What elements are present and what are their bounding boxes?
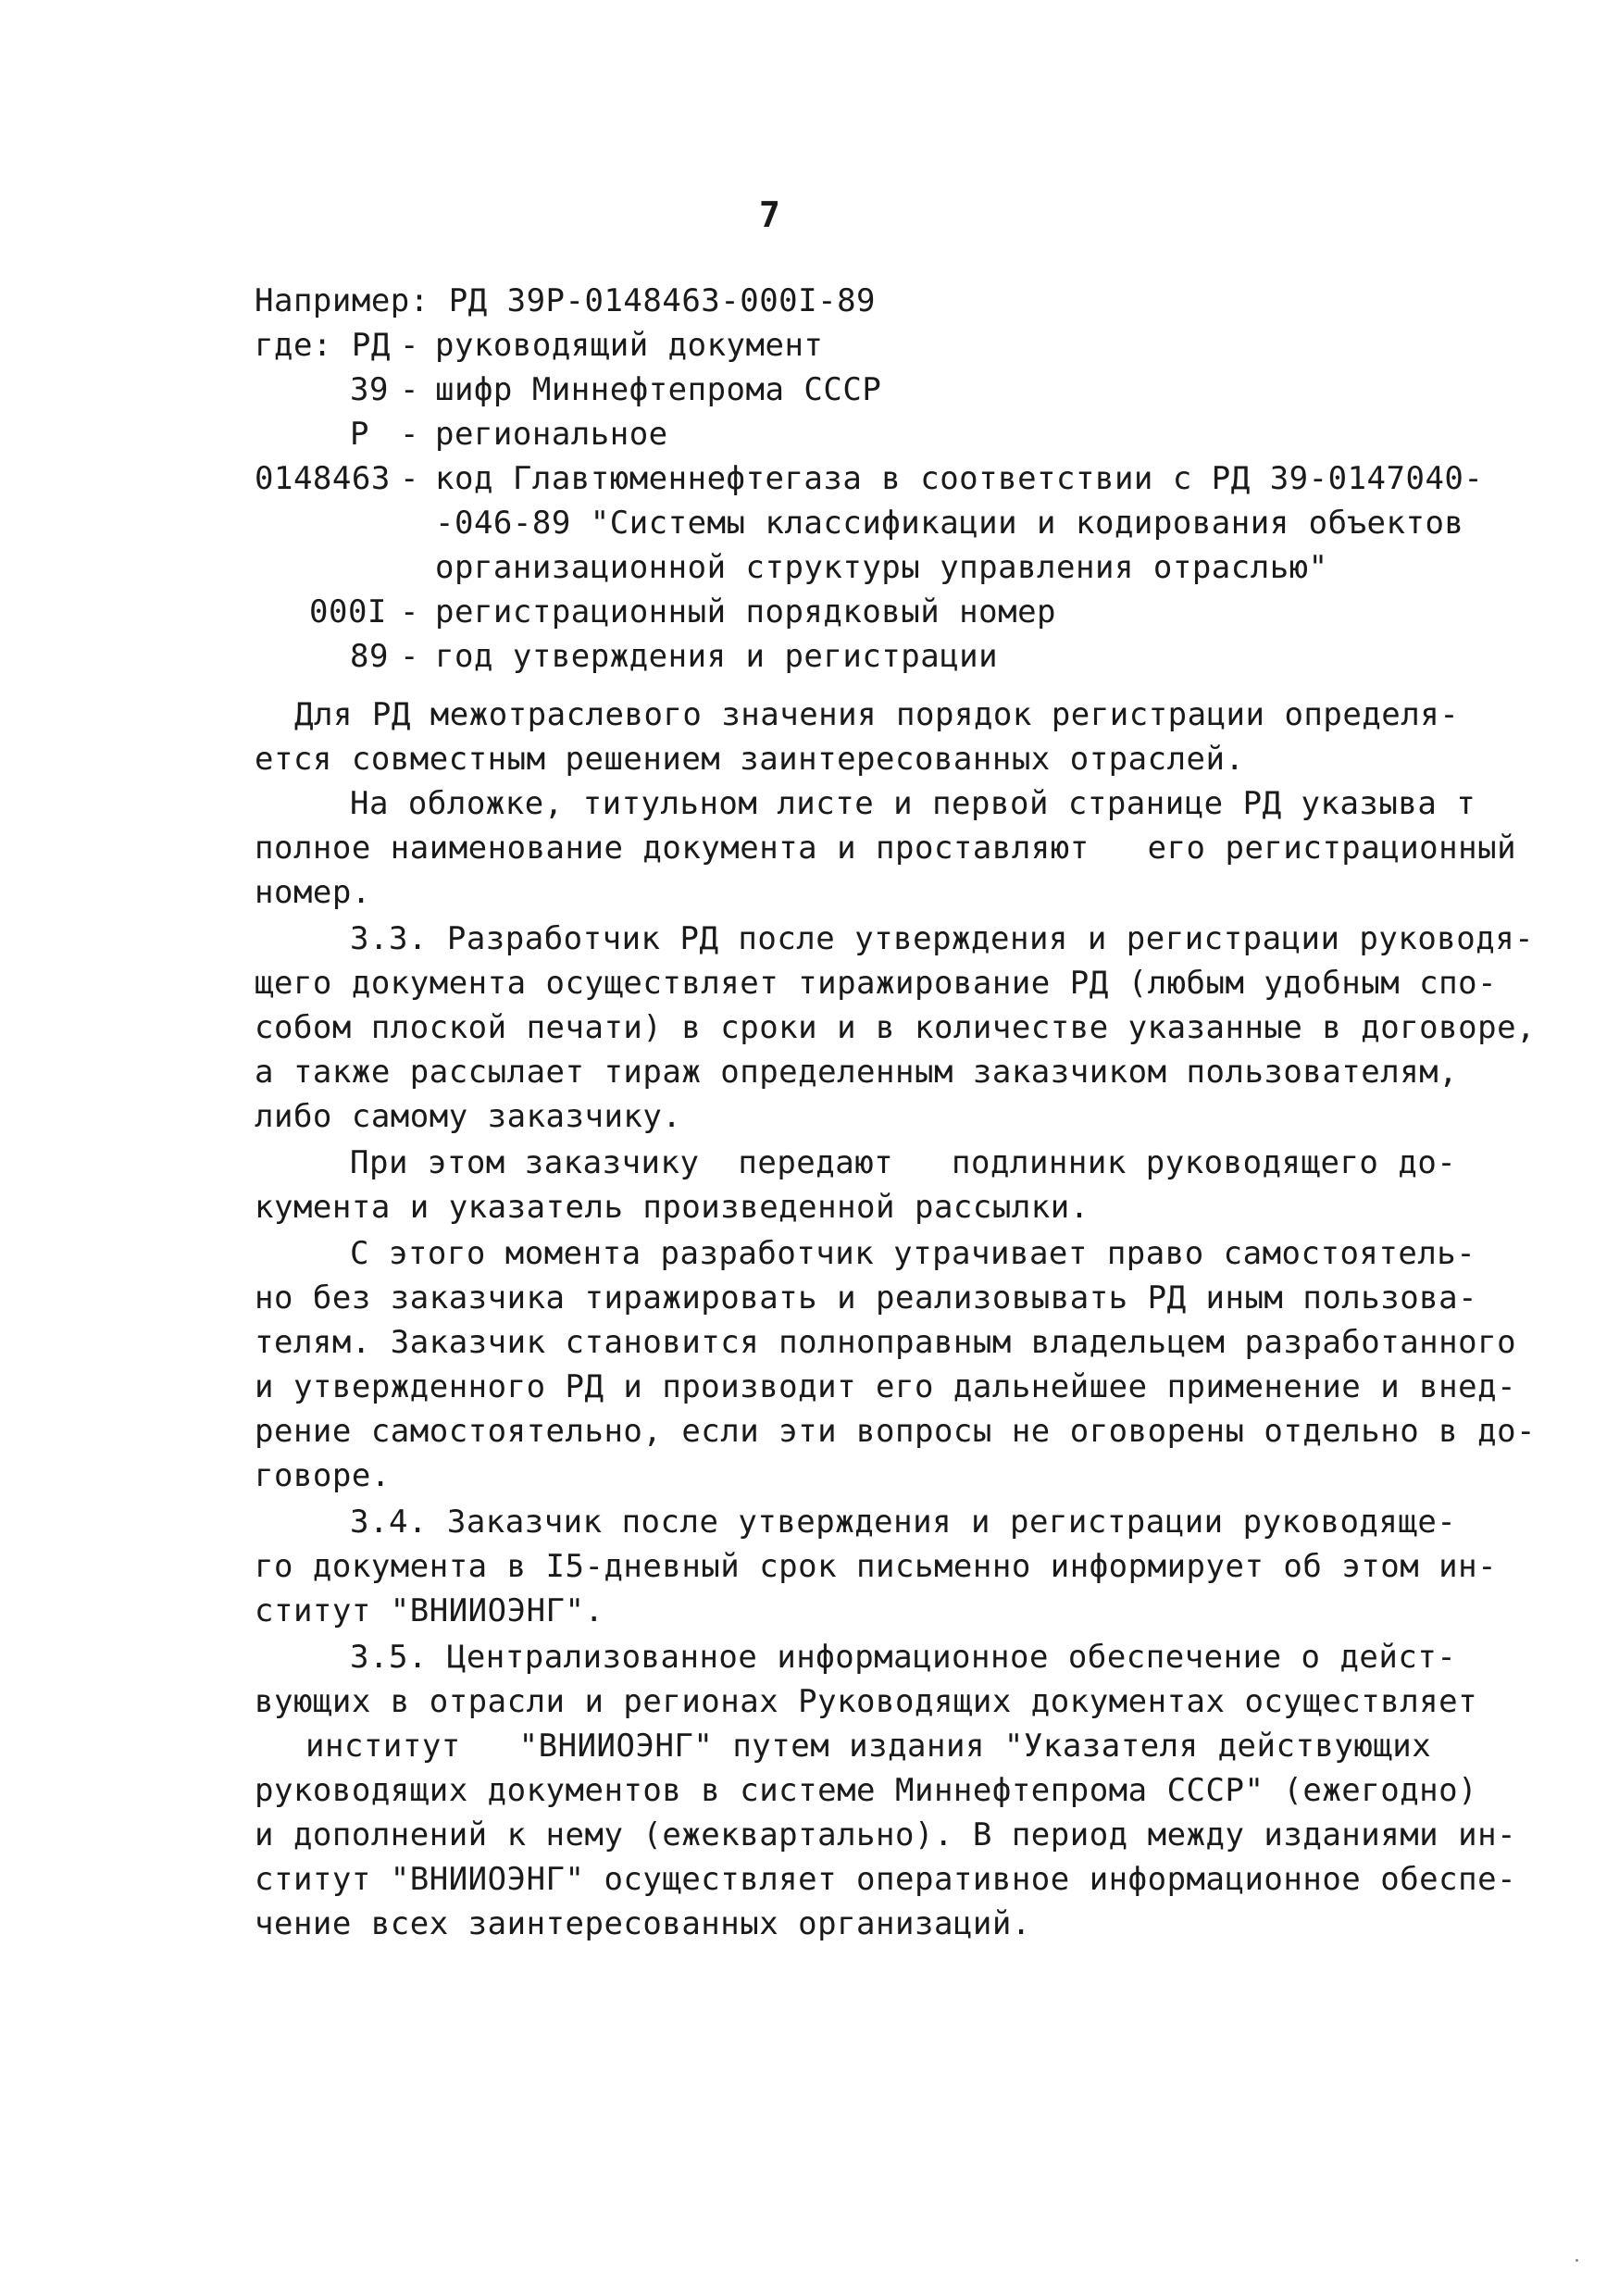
paragraph-line: полное наименование документа и проставляют его регистрационный: [255, 830, 1517, 867]
paragraph-line: го документа в I5-дневный срок письменно информирует об этом ин-: [255, 1548, 1498, 1585]
paragraph-line: либо самому заказчику.: [255, 1098, 682, 1135]
paragraph-line: рение самостоятельно, если эти вопросы не оговорены отдельно в до-: [255, 1413, 1537, 1450]
paragraph-line: ется совместным решением заинтересованных отраслей.: [255, 741, 1245, 778]
legend-code-89: 89: [350, 638, 389, 675]
paragraph-line: руководящих документов в системе Миннефтепрома СССР" (ежегодно): [255, 1772, 1478, 1809]
legend-dash: -: [400, 593, 419, 630]
legend-dash: -: [400, 416, 419, 453]
legend-code-39: 39: [350, 371, 389, 408]
legend-dash: -: [400, 638, 419, 675]
paragraph-line: 3.3. Разработчик РД после утверждения и регистрации руководя-: [350, 920, 1535, 957]
page-number: 7: [759, 194, 780, 235]
legend-dash: -: [400, 371, 419, 408]
paragraph-line: При этом заказчику передают подлинник руководящего до-: [350, 1144, 1457, 1181]
legend-code-r: Р: [350, 416, 369, 453]
paragraph-line: говоре.: [255, 1457, 391, 1494]
paragraph-line: и утвержденного РД и производит его дальнейшее применение и внед-: [255, 1368, 1517, 1405]
legend-text-0148463: код Главтюменнефтегаза в соответствии с РД 39-0147040-: [435, 460, 1484, 497]
legend-text-89: год утверждения и регистрации: [435, 638, 999, 675]
legend-text-r: региональное: [435, 416, 668, 453]
paragraph-line: номер.: [255, 874, 371, 911]
legend-text-cont-2: организационной структуры управления отраслью": [435, 549, 1328, 586]
legend-text-rd: руководящий документ: [435, 327, 824, 364]
paragraph-line: ститут "ВНИИОЭНГ" осуществляет оперативное информационное обеспе-: [255, 1861, 1517, 1898]
paragraph-line: щего документа осуществляет тиражирование РД (любым удобным спо-: [255, 965, 1498, 1002]
paragraph-line: вующих в отрасли и регионах Руководящих документах осуществляет: [255, 1683, 1478, 1720]
paragraph-line: кумента и указатель произведенной рассылки.: [255, 1189, 1090, 1226]
legend-dash: -: [400, 460, 419, 497]
paragraph-line: но без заказчика тиражировать и реализовывать РД иным пользова-: [255, 1279, 1478, 1316]
paragraph-line: и дополнений к нему (ежеквартально). В период между изданиями ин-: [255, 1816, 1517, 1853]
legend-text-39: шифр Миннефтепрома СССР: [435, 371, 882, 408]
paragraph-line: С этого момента разработчик утрачивает право самостоятель-: [350, 1235, 1476, 1272]
paragraph-line: а также рассылает тираж определенным заказчиком пользователям,: [255, 1054, 1459, 1091]
scan-artifact: [1575, 2259, 1578, 2262]
legend-dash: -: [400, 327, 419, 364]
legend-code-0148463: 0148463: [255, 460, 391, 497]
legend-code-000I: 000I: [309, 593, 387, 630]
legend-code-rd: где: РД: [255, 327, 391, 364]
paragraph-line: 3.5. Централизованное информационное обеспечение о дейст-: [350, 1639, 1457, 1676]
example-line: Например: РД 39Р-0148463-000I-89: [255, 282, 877, 319]
legend-text-cont-1: -046-89 "Системы классификации и кодирования объектов: [435, 505, 1464, 542]
paragraph-line: На обложке, титульном листе и первой странице РД указыва т: [350, 785, 1476, 822]
paragraph-line: ститут "ВНИИОЭНГ".: [255, 1592, 604, 1629]
paragraph-line: телям. Заказчик становится полноправным владельцем разработанного: [255, 1324, 1517, 1361]
paragraph-line: 3.4. Заказчик после утверждения и регистрации руководяще-: [350, 1504, 1457, 1541]
paragraph-line: Для РД межотраслевого значения порядок регистрации определя-: [294, 696, 1460, 733]
paragraph-line: чение всех заинтересованных организаций.: [255, 1905, 1031, 1942]
paragraph-line: собом плоской печати) в сроки и в количестве указанные в договоре,: [255, 1009, 1537, 1046]
paragraph-line: институт "ВНИИОЭНГ" путем издания "Указателя действующих: [305, 1728, 1432, 1765]
legend-text-000I: регистрационный порядковый номер: [435, 593, 1057, 630]
